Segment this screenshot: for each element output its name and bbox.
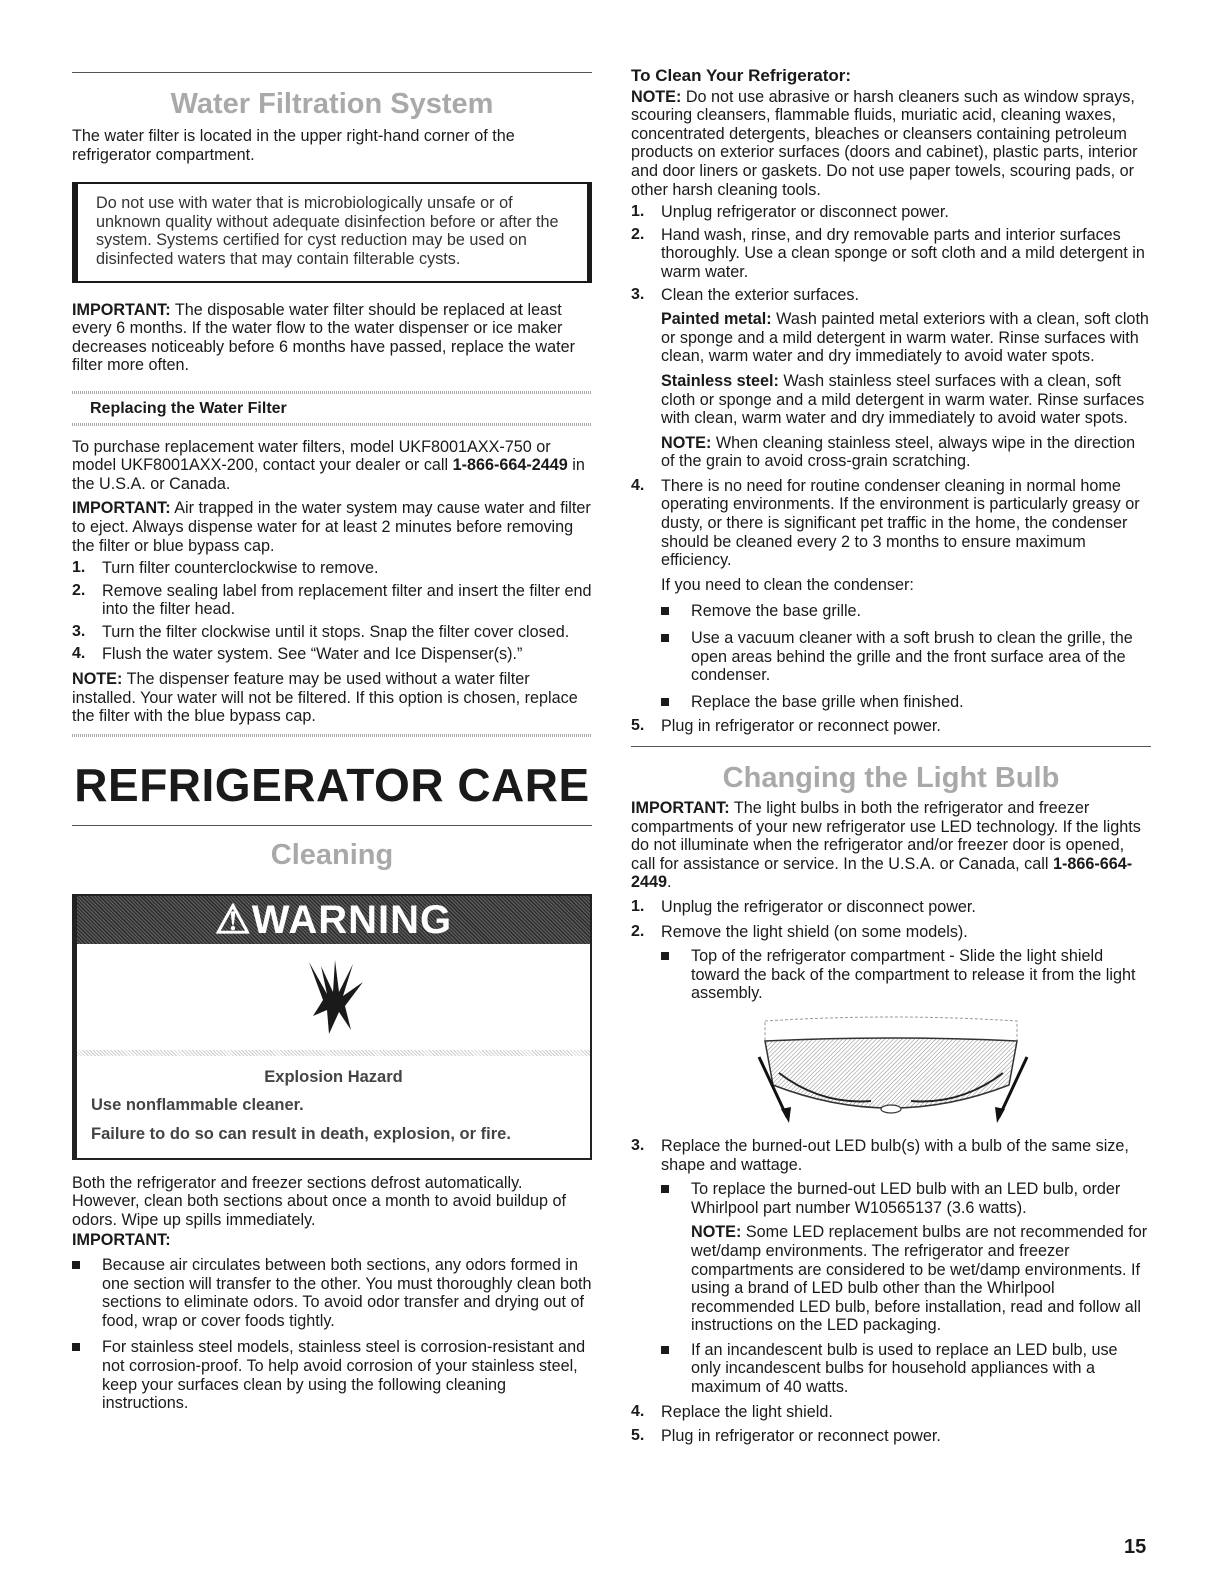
step-number: 4.: [72, 645, 86, 663]
step-text: Replace the light shield.: [661, 1402, 833, 1421]
step-number: 4.: [631, 476, 645, 494]
filter-step: [72, 559, 592, 578]
stainless-steel: [631, 372, 1151, 428]
bulb-bullet: [661, 1180, 1151, 1217]
bulb-step: [631, 898, 1151, 917]
bullet-square: [72, 1343, 80, 1351]
led-important: [631, 799, 1151, 892]
warning-word: ⚠WARNING: [214, 897, 453, 942]
step-number: 1.: [72, 559, 86, 577]
stainless-note: [631, 434, 1151, 471]
important-label: IMPORTANT:: [72, 499, 171, 518]
step-text: Plug in refrigerator or reconnect power.: [661, 717, 941, 736]
step-text: Turn filter counterclockwise to remove.: [102, 559, 379, 578]
bullet-square: [661, 607, 669, 615]
bullet-text: Remove the base grille.: [691, 602, 862, 621]
step-number: 2.: [72, 581, 86, 599]
hazard-title: Explosion Hazard: [264, 1067, 403, 1086]
bullet-square: [661, 634, 669, 642]
condenser-bullet: [661, 602, 1151, 621]
step-text: Replace the burned-out LED bulb(s) with a bulb of the same size, shape and wattage.: [661, 1136, 1129, 1174]
page-number: 15: [1124, 1536, 1147, 1558]
note-label: NOTE:: [72, 670, 123, 689]
step-text: Unplug refrigerator or disconnect power.: [661, 203, 949, 222]
air-important: [72, 499, 592, 555]
clean-step: [631, 226, 1151, 282]
note-label: NOTE:: [691, 1223, 742, 1242]
purchase-text: [72, 438, 592, 494]
bullet-square: [661, 698, 669, 706]
left-column: [72, 0, 592, 1413]
step-text: Plug in refrigerator or reconnect power.: [661, 1427, 941, 1446]
refrigerator-care-title: REFRIGERATOR CARE: [74, 758, 590, 811]
divider: [631, 746, 1151, 747]
divider: [72, 72, 592, 73]
note-label: NOTE:: [661, 433, 712, 452]
filter-notice-text: Do not use with water that is microbiologically unsafe or of unknown quality without adequate disinfection before or after the system. Systems certified for cyst reduction may be used on disinfected waters that may contain filterable cysts.: [96, 194, 559, 268]
stainless-text: Wash stainless steel surfaces with a clean, soft cloth or sponge and a mild detergent in warm water. Rinse surfaces with clean, warm water and dry immediately to avoid water spots.: [661, 371, 1145, 428]
note-label: NOTE:: [631, 87, 682, 106]
cleaning-title: Cleaning: [270, 838, 394, 871]
dotted-divider: [72, 391, 592, 394]
clean-step: [631, 717, 1151, 736]
light-bulb-title: Changing the Light Bulb: [722, 762, 1060, 794]
purchase-text-1: To purchase replacement water filters, model UKF8001AXX-750 or model UKF8001AXX-200, contact your dealer or call: [72, 437, 551, 475]
bullet-text: Replace the base grille when finished.: [691, 692, 964, 711]
step-text: Remove sealing label from replacement filter and insert the filter end into the filter head.: [102, 581, 592, 619]
bullet-text: Top of the refrigerator compartment - Slide the light shield toward the back of the compartment to release it from the light assembly.: [691, 947, 1136, 1003]
care-bullet: [72, 1256, 592, 1330]
important-label: IMPORTANT:: [72, 1231, 171, 1250]
care-bullet: [72, 1338, 592, 1412]
step-text: Remove the light shield (on some models).: [661, 922, 968, 941]
water-filtration-title: Water Filtration System: [170, 88, 494, 120]
step-text: Turn the filter clockwise until it stops. Snap the filter cover closed.: [102, 622, 570, 641]
bullet-square: [661, 1346, 669, 1354]
warning-symbol-area: [77, 944, 590, 1050]
light-shield-illustration: [631, 1009, 1151, 1135]
step-number: 1.: [631, 897, 645, 915]
step-number: 5.: [631, 717, 645, 735]
bulb-step: [631, 1403, 1151, 1422]
bullet-text: For stainless steel models, stainless steel is corrosion-resistant and not corrosion-proof. To help avoid corrosion of your stainless steel, keep your surfaces clean by using the following cleaning instructions.: [102, 1338, 586, 1413]
phone-number: 1-866-664-2449: [631, 854, 1133, 892]
bullet-text: Use a vacuum cleaner with a soft brush to clean the grille, the open areas behind the grille and the front surface area of the condenser.: [691, 629, 1133, 685]
led-note: [661, 1223, 1151, 1335]
bullet-text: To replace the burned-out LED bulb with an LED bulb, order Whirlpool part number W10565137 (3.6 watts).: [691, 1180, 1121, 1217]
bulb-step3-list: [631, 1180, 1151, 1397]
step-number: 5.: [631, 1427, 645, 1445]
important-text: The disposable water filter should be replaced at least every 6 months. If the water flow to the water dispenser or ice maker decreases noticeably before 6 months have passed, replace the water filter more often.: [72, 300, 576, 375]
phone-number: 1-866-664-2449: [452, 456, 568, 475]
note-text: The dispenser feature may be used without a water filter installed. Your water will not be filtered. If this option is chosen, replace the filter with the blue bypass cap.: [72, 670, 578, 726]
purchase-text-2: in the U.S.A. or Canada.: [72, 456, 585, 493]
bullet-text: Because air circulates between both sections, any odors formed in one section will transfer to the other. You must thoroughly clean both sections to eliminate odors. To avoid odor transfer and drying out of food, wrap or cover foods tightly.: [102, 1256, 592, 1330]
painted-label: Painted metal:: [661, 310, 772, 329]
painted-text: Wash painted metal exteriors with a clean, soft cloth or sponge and a mild detergent in warm water. Rinse surfaces with clean, warm water and dry immediately to avoid water spots.: [661, 310, 1149, 366]
step-text: There is no need for routine condenser cleaning in normal home operating environments. If the environment is particularly greasy or dusty, or there is significant pet traffic in the home, the condenser should be cleaned every 2 to 3 months to ensure maximum efficiency.: [661, 476, 1140, 570]
step-number: 2.: [631, 225, 645, 243]
step-text: Clean the exterior surfaces.: [661, 285, 859, 304]
warning-box: [72, 894, 592, 1160]
step-number: 3.: [72, 622, 86, 640]
defrost-text: Both the refrigerator and freezer sections defrost automatically. However, clean both sections about once a month to avoid buildup of odors. Wipe up spills immediately.: [72, 1173, 567, 1229]
clean-refrigerator-title: To Clean Your Refrigerator:: [631, 66, 852, 85]
condenser-intro: If you need to clean the condenser:: [661, 575, 914, 594]
light-shield-icon: [741, 1013, 1041, 1131]
bulb-step2-list: [631, 947, 1151, 1003]
hazard-line-1: Use nonflammable cleaner.: [91, 1096, 304, 1115]
filter-step: [72, 645, 592, 664]
step-number: 4.: [631, 1402, 645, 1420]
step-number: 3.: [631, 285, 645, 303]
condenser-bullet: [661, 629, 1151, 685]
divider: [72, 825, 592, 826]
note-text: Some LED replacement bulbs are not recommended for wet/damp environments. The refrigerator and freezer compartments are considered to be wet/damp environments. If using a brand of LED bulb other than the Whirlpool recommended LED bulb, before installation, read and follow all instructions on the LED packaging.: [691, 1223, 1148, 1335]
warning-header: [77, 896, 590, 944]
filter-important: [72, 301, 592, 375]
warning-message: [77, 1056, 590, 1158]
important-text: The light bulbs in both the refrigerator and freezer compartments of your new refrigerator use LED technology. If the lights do not illuminate when the refrigerator and/or freezer door is opened, call for assistance or service. In the U.S.A. or Canada, call: [631, 799, 1141, 873]
condenser-list: [631, 602, 1151, 711]
filter-step: [72, 582, 592, 619]
clean-step: [631, 286, 1151, 305]
explosion-icon: [299, 954, 369, 1040]
bullet-text: If an incandescent bulb is used to replace an LED bulb, use only incandescent bulbs for household appliances with a maximum of 40 watts.: [691, 1340, 1118, 1397]
care-important: [72, 1231, 592, 1250]
stainless-label: Stainless steel:: [661, 371, 779, 390]
important-text: Air trapped in the water system may cause water and filter to eject. Always dispense water for at least 2 minutes before removing the filter or blue bypass cap.: [72, 499, 591, 555]
bullet-square: [72, 1261, 80, 1269]
bulb-bullet: [661, 947, 1151, 1003]
important-label: IMPORTANT:: [72, 300, 171, 319]
clean-note: [631, 88, 1151, 200]
step-number: 2.: [631, 922, 645, 940]
period: .: [667, 873, 672, 892]
step-number: 1.: [631, 203, 645, 221]
important-label: IMPORTANT:: [631, 799, 730, 817]
clean-step: [631, 203, 1151, 222]
condenser-bullet: [661, 693, 1151, 712]
clean-step: [631, 477, 1151, 570]
step-text: Hand wash, rinse, and dry removable parts and interior surfaces thoroughly. Use a clean sponge or soft cloth and a mild detergent in warm water.: [661, 225, 1145, 281]
bulb-step: [631, 1427, 1151, 1446]
bullet-square: [661, 1185, 669, 1193]
filter-step: [72, 623, 592, 642]
filter-intro: The water filter is located in the upper right-hand corner of the refrigerator compartment.: [72, 127, 515, 164]
dotted-divider: [72, 734, 592, 737]
note-text: When cleaning stainless steel, always wipe in the direction of the grain to avoid cross-grain scratching.: [661, 433, 1136, 471]
right-column: [631, 0, 1151, 1446]
bulb-step: [631, 1137, 1151, 1174]
painted-metal: [631, 310, 1151, 366]
step-text: Unplug the refrigerator or disconnect power.: [661, 897, 976, 916]
note-text: Do not use abrasive or harsh cleaners such as window sprays, scouring cleansers, flammable fluids, muriatic acid, cleaning waxes, concentrated detergents, bleaches or cleansers containing petroleum products on exterior surfaces (doors and cabinet), plastic parts, interior and door liners or gaskets. Do not use paper towels, scouring pads, or other harsh cleaning tools.: [631, 87, 1138, 199]
dotted-divider: [72, 423, 592, 426]
step-text: Flush the water system. See “Water and Ice Dispenser(s).”: [102, 645, 523, 664]
bullet-square: [661, 952, 669, 960]
replacing-filter-title: Replacing the Water Filter: [90, 399, 287, 417]
dispenser-note: [72, 670, 592, 726]
step-number: 3.: [631, 1136, 645, 1154]
bulb-step: [631, 923, 1151, 942]
filter-notice-box: [72, 182, 592, 282]
bulb-bullet: [661, 1341, 1151, 1397]
hazard-line-2: Failure to do so can result in death, explosion, or fire.: [91, 1125, 511, 1144]
